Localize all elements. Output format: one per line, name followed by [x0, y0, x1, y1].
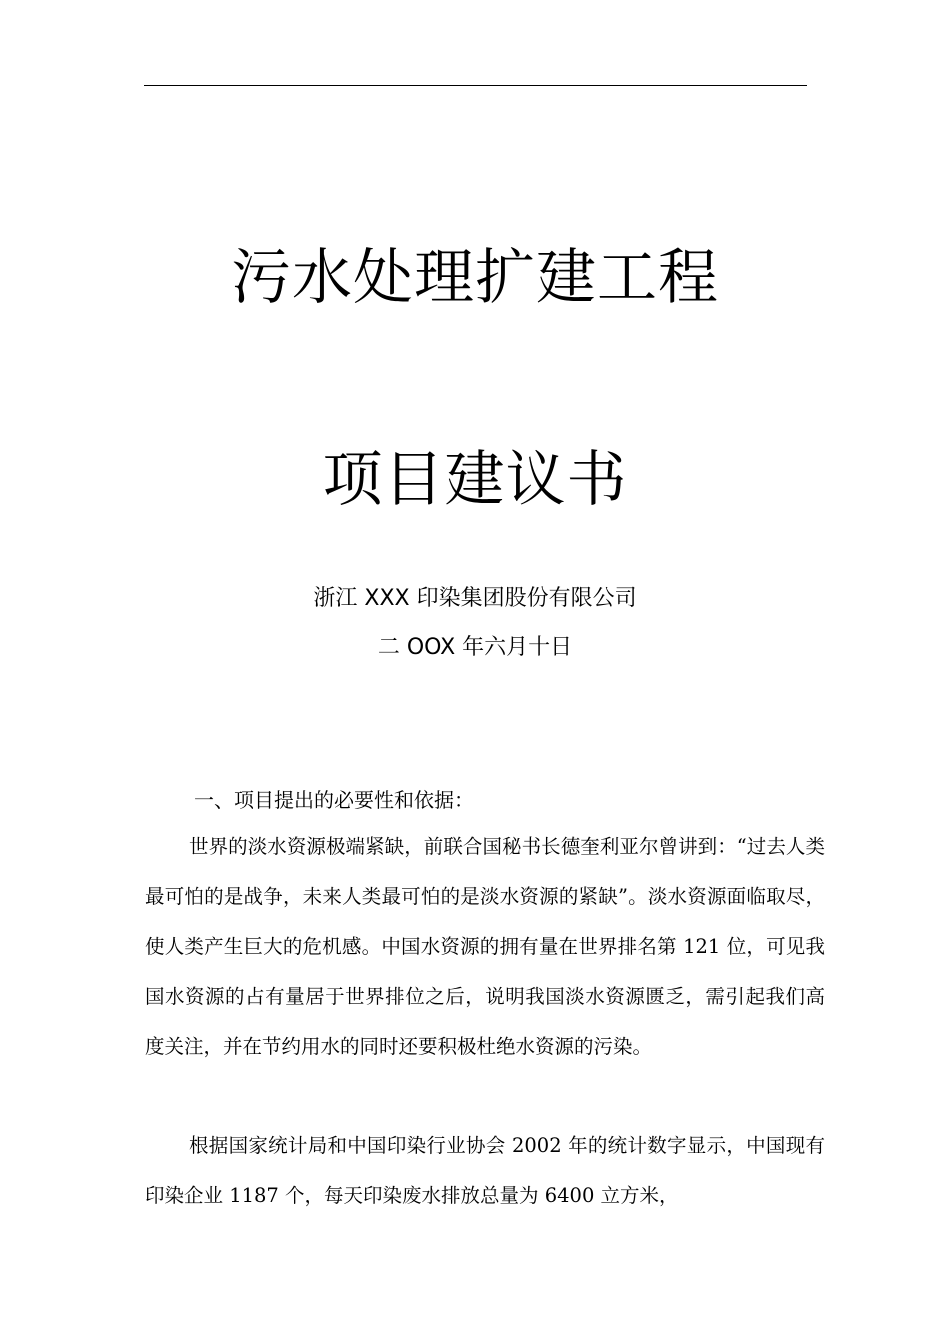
body-paragraph-2: 根据国家统计局和中国印染行业协会 2002 年的统计数字显示，中国现有印染企业 1187 个，每天印染废水排放总量为 6400 立方米， [145, 1134, 825, 1207]
organization-name: 浙江 XXX 印染集团股份有限公司 [313, 586, 637, 611]
document-date: 二 OOX 年六月十日 [377, 635, 573, 660]
document-title: 污水处理扩建工程 [231, 243, 719, 313]
document-subtitle: 项目建议书 [322, 445, 628, 515]
header-rule [144, 85, 807, 86]
body-paragraph-1: 世界的淡水资源极端紧缺，前联合国秘书长德奎利亚尔曾讲到：“过去人类最可怕的是战争，未来人类最可怕的是淡水资源的紧缺”。淡水资源面临取尽，使人类产生巨大的危机感。中国水资源的拥有量在世界排名第 121 位，可见我国水资源的占有量居于世界排位之后，说明我国淡水资源匮乏，需引起我们高度关注，并在节约用水的同时还要积极杜绝水资源的污染。 [145, 835, 825, 1058]
section-heading: 一、项目提出的必要性和依据： [194, 788, 474, 812]
